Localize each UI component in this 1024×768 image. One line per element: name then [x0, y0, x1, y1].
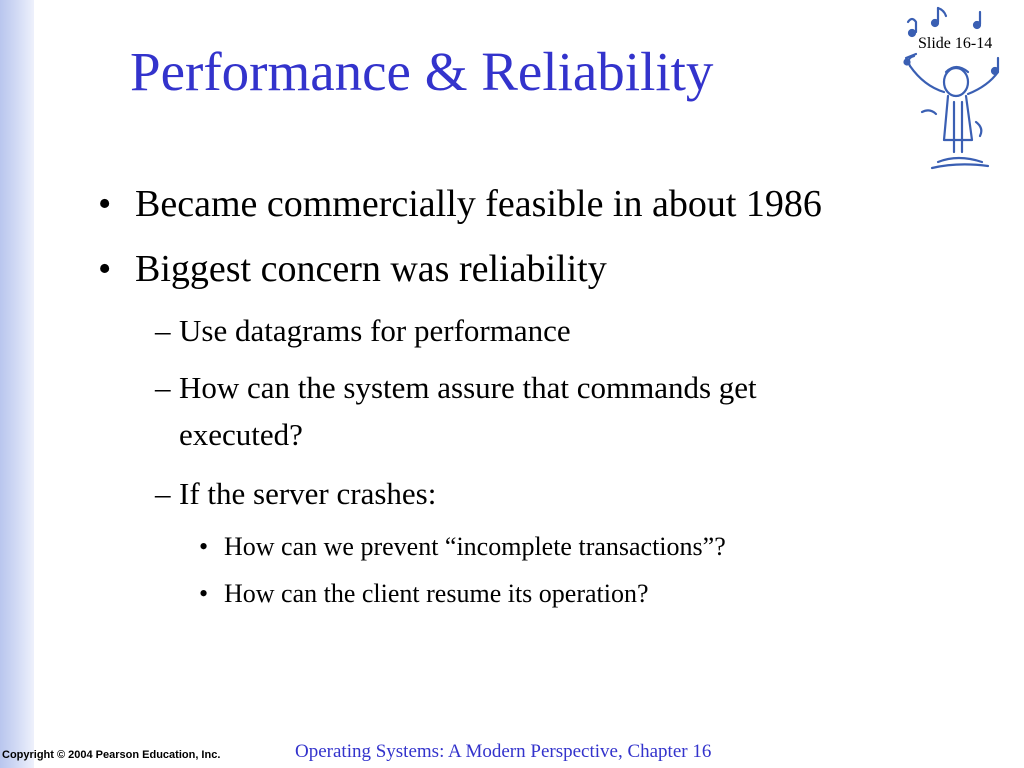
bullet-marker: •: [98, 183, 112, 225]
bullet-item: Biggest concern was reliability: [135, 248, 607, 290]
musician-clipart-icon: [898, 2, 1018, 170]
bullet-marker: •: [98, 248, 112, 290]
slide-title: Performance & Reliability: [130, 41, 714, 102]
sub-sub-bullet-marker: •: [199, 579, 209, 608]
sub-bullet-item: If the server crashes:: [179, 476, 437, 511]
side-accent-bar: [0, 0, 34, 768]
sub-bullet-marker: –: [155, 313, 171, 348]
sub-sub-bullet-marker: •: [199, 532, 209, 561]
slide-number: Slide 16-14: [918, 35, 993, 52]
sub-bullet-marker: –: [155, 370, 171, 405]
bullet-item: Became commercially feasible in about 1986: [135, 183, 822, 225]
sub-sub-bullet-item: How can the client resume its operation?: [224, 579, 649, 608]
sub-bullet-item: Use datagrams for performance: [179, 313, 571, 348]
sub-bullet-item: How can the system assure that commands get: [179, 370, 757, 405]
footer-copyright: Copyright © 2004 Pearson Education, Inc.: [2, 749, 221, 761]
footer-book-title: Operating Systems: A Modern Perspective, Chapter 16: [295, 741, 712, 762]
sub-bullet-marker: –: [155, 476, 171, 511]
sub-sub-bullet-item: How can we prevent “incomplete transactions”?: [224, 532, 726, 561]
sub-bullet-item-continuation: executed?: [179, 417, 303, 452]
